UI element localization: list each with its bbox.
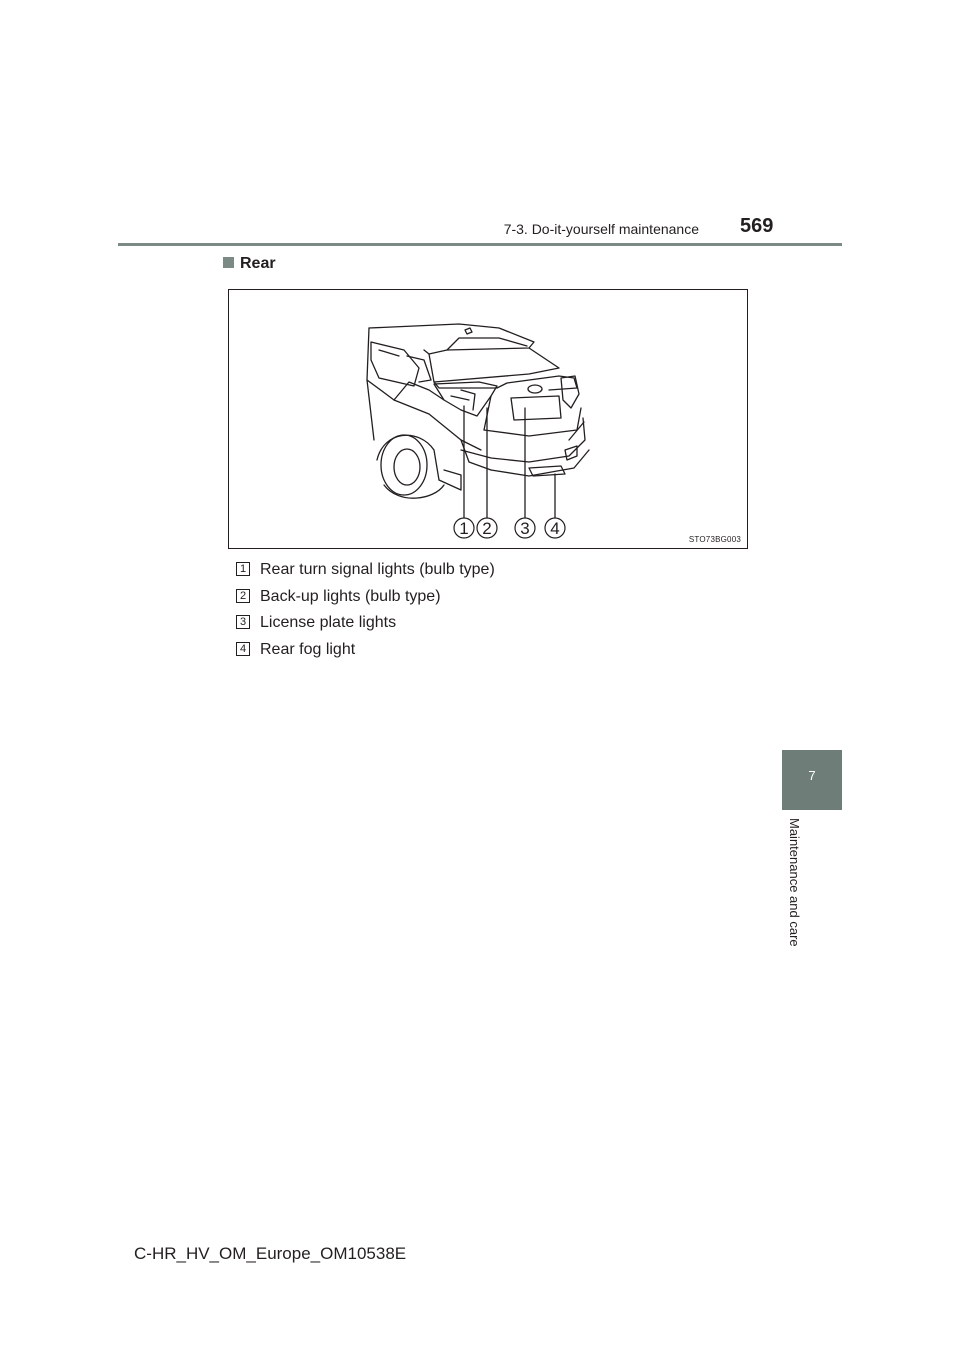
chapter-tab: [782, 750, 842, 810]
legend-number: 4: [236, 642, 250, 656]
rear-lights-illustration: [228, 289, 748, 549]
document-id: C-HR_HV_OM_Europe_OM10538E: [134, 1244, 407, 1263]
legend-number: 1: [236, 562, 250, 576]
callout-3: [515, 518, 535, 538]
callout-1: [454, 518, 474, 538]
svg-text:4: 4: [550, 519, 560, 538]
legend-text: Back-up lights (bulb type): [260, 587, 441, 605]
legend-text: Rear fog light: [260, 640, 356, 658]
chapter-number: 7: [808, 768, 816, 783]
legend-number: 2: [236, 589, 250, 603]
svg-text:2: 2: [482, 519, 492, 538]
page-number: 569: [740, 215, 774, 237]
chapter-title: Maintenance and care: [787, 818, 802, 947]
callout-2: [477, 518, 497, 538]
heading-text: Rear: [240, 255, 276, 272]
legend-text: License plate lights: [260, 614, 397, 631]
square-bullet-icon: [223, 257, 234, 268]
svg-text:3: 3: [520, 519, 530, 538]
svg-text:1: 1: [459, 519, 469, 538]
section-heading: [223, 255, 276, 273]
legend-number: 3: [236, 615, 250, 629]
figure-code: STO73BG003: [688, 535, 741, 544]
car-rear-drawing: [229, 290, 746, 547]
header-rule: [118, 243, 842, 246]
legend-text: Rear turn signal lights (bulb type): [260, 561, 495, 578]
callout-4: [545, 518, 565, 538]
